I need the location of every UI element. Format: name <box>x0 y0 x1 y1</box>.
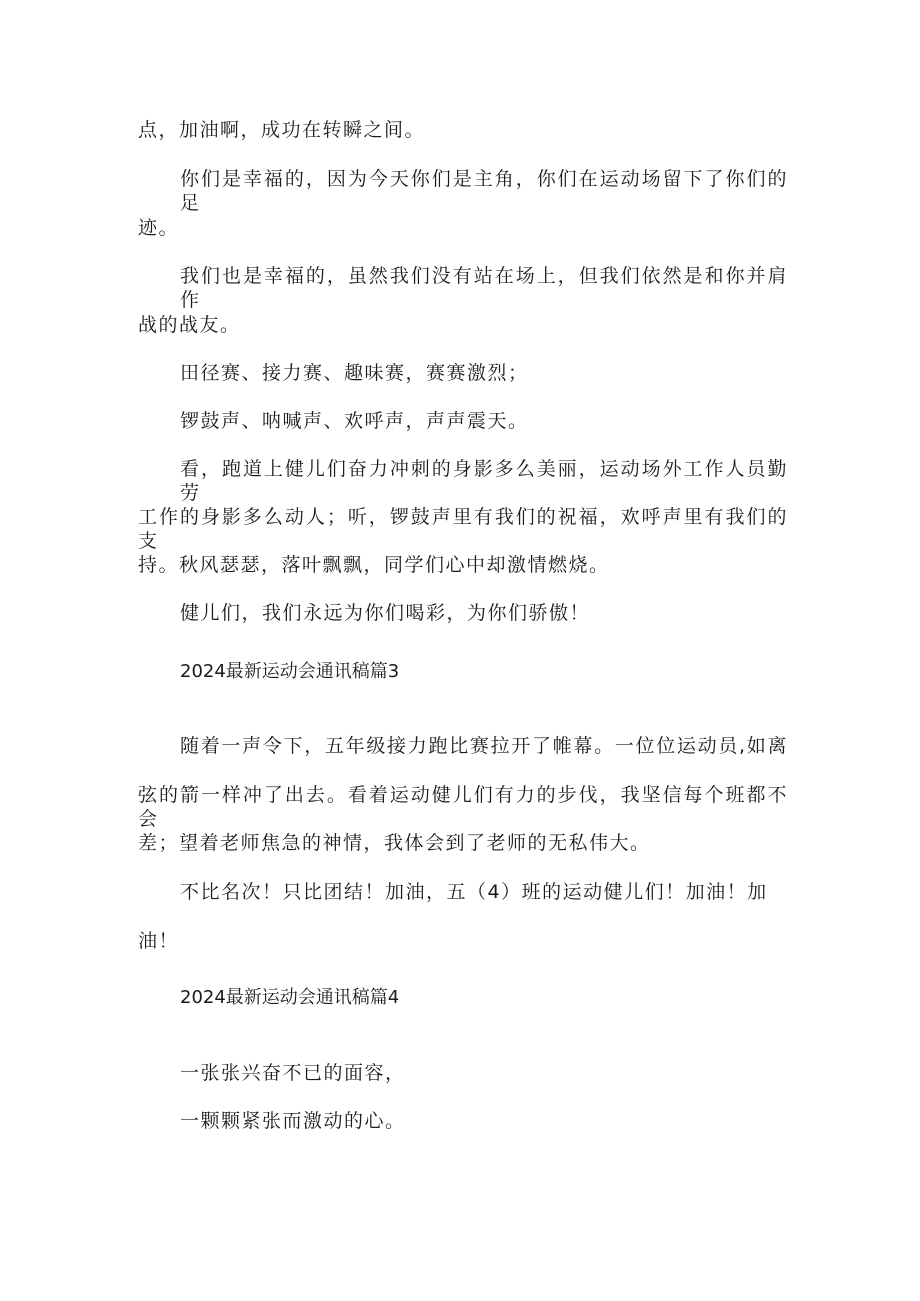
paragraph-line: 油！ <box>138 930 180 952</box>
section-heading: 2024最新运动会通讯稿篇4 <box>180 987 400 1008</box>
paragraph-line: 不比名次！只比团结！加油，五（4）班的运动健儿们！加油！加 <box>180 881 768 903</box>
paragraph-line: 田径赛、接力赛、趣味赛，赛赛激烈； <box>180 362 529 384</box>
paragraph-line: 差；望着老师焦急的神情，我体会到了老师的无私伟大。 <box>138 832 651 854</box>
paragraph-line: 点，加油啊，成功在转瞬之间。 <box>138 119 426 141</box>
paragraph-line: 战的战友。 <box>138 314 241 336</box>
paragraph-line: 迹。 <box>138 217 180 239</box>
section-heading: 2024最新运动会通讯稿篇3 <box>180 661 400 682</box>
paragraph-line: 弦的箭一样冲了出去。看着运动健儿们有力的步伐，我坚信每个班都不会 <box>138 784 788 830</box>
paragraph-line: 锣鼓声、呐喊声、欢呼声，声声震天。 <box>180 410 529 432</box>
paragraph-line: 工作的身影多么动人；听，锣鼓声里有我们的祝福，欢呼声里有我们的支 <box>138 506 788 552</box>
paragraph-line: 一张张兴奋不已的面容， <box>180 1062 406 1084</box>
paragraph-line: 持。秋风瑟瑟，落叶飘飘，同学们心中却激情燃烧。 <box>138 554 610 576</box>
paragraph-line: 你们是幸福的，因为今天你们是主角，你们在运动场留下了你们的足 <box>180 168 788 214</box>
paragraph-line: 随着一声令下，五年级接力跑比赛拉开了帷幕。一位位运动员,如离 <box>180 735 788 757</box>
paragraph-line: 看，跑道上健儿们奋力冲刺的身影多么美丽，运动场外工作人员勤劳 <box>180 458 788 504</box>
paragraph-line: 一颗颗紧张而激动的心。 <box>180 1110 406 1132</box>
paragraph-line: 健儿们，我们永远为你们喝彩，为你们骄傲！ <box>180 602 591 624</box>
paragraph-line: 我们也是幸福的，虽然我们没有站在场上，但我们依然是和你并肩作 <box>180 265 788 311</box>
